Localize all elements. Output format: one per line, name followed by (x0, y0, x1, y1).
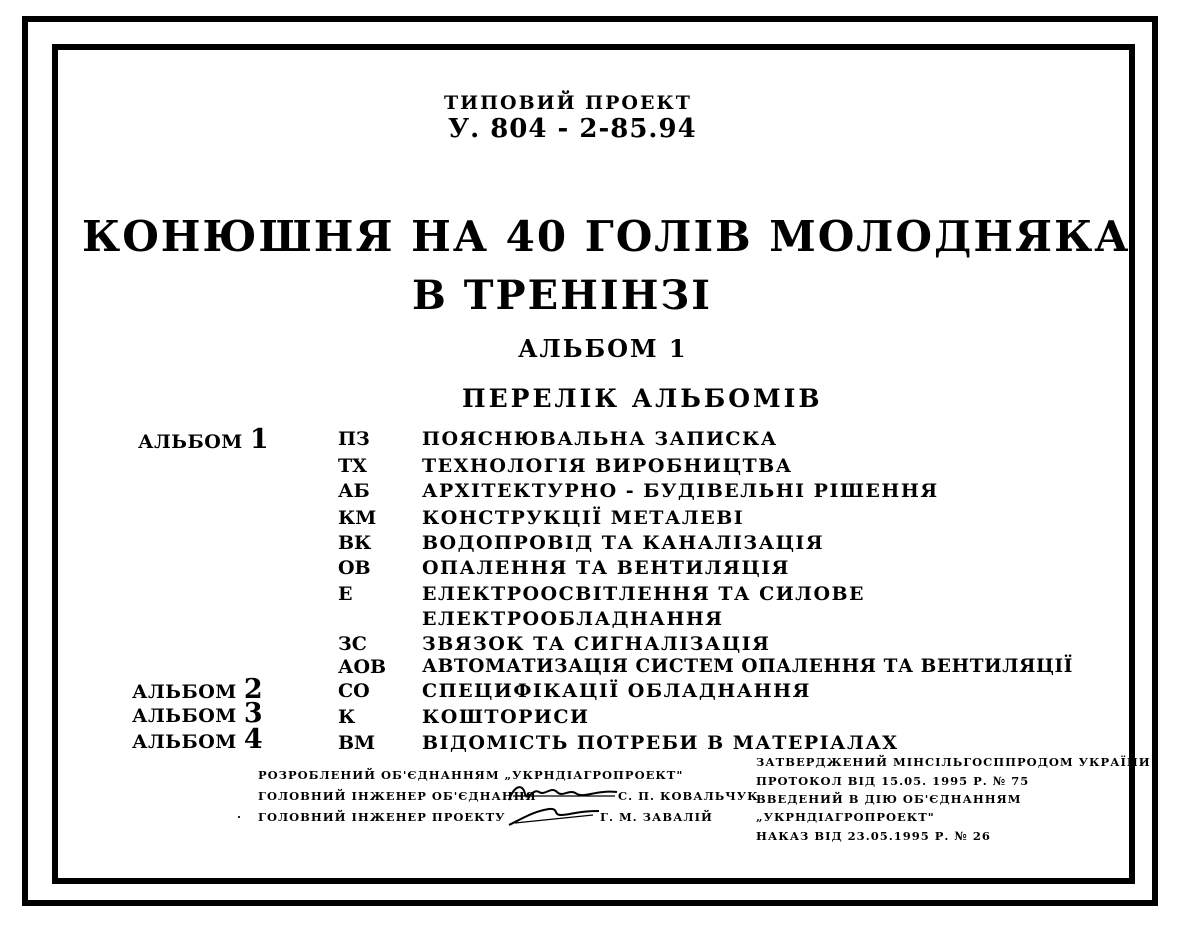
album-number: 2 (243, 674, 264, 705)
signature-zavaliy (505, 803, 605, 829)
album-label-text: АЛЬБОМ (138, 431, 243, 453)
section-code: АОВ (338, 656, 387, 678)
section-name: ВОДОПРОВІД ТА КАНАЛІЗАЦІЯ (422, 532, 825, 554)
section-name: ЕЛЕКТРООБЛАДНАННЯ (422, 608, 724, 630)
album-heading: АЛЬБОМ 1 (518, 334, 688, 363)
section-code: КМ (338, 507, 377, 529)
section-code: СО (338, 680, 370, 702)
section-name: ЗВЯЗОК ТА СИГНАЛІЗАЦІЯ (422, 633, 771, 655)
album-number: 3 (243, 698, 264, 729)
chief-engineer-association-name: С. П. КОВАЛЬЧУК (618, 789, 759, 803)
section-name: СПЕЦИФІКАЦІЇ ОБЛАДНАННЯ (422, 680, 811, 702)
section-code: ПЗ (338, 428, 370, 450)
project-code: У. 804 - 2-85.94 (448, 114, 697, 144)
chief-engineer-association-title: ГОЛОВНИЙ ІНЖЕНЕР ОБ'ЄДНАННЯ (258, 789, 537, 803)
project-label: ТИПОВИЙ ПРОЕКТ (444, 92, 692, 114)
bullet-dot: · (237, 810, 243, 824)
album-number: 1 (249, 424, 270, 455)
section-name: АВТОМАТИЗАЦІЯ СИСТЕМ ОПАЛЕННЯ ТА ВЕНТИЛЯЦІЇ (422, 656, 1074, 677)
section-name: ВІДОМІСТЬ ПОТРЕБИ В МАТЕРІАЛАХ (422, 732, 899, 754)
approval-line-1: ЗАТВЕРДЖЕНИЙ МІНСІЛЬГОСППРОДОМ УКРАЇНИ (756, 755, 1151, 769)
title-line-1: КОНЮШНЯ НА 40 ГОЛІВ МОЛОДНЯКА (82, 212, 1131, 261)
section-code: ЗС (338, 633, 367, 655)
section-code: ВМ (338, 732, 376, 754)
section-code: ВК (338, 532, 372, 554)
section-name: ПОЯСНЮВАЛЬНА ЗАПИСКА (422, 428, 778, 450)
section-name: ТЕХНОЛОГІЯ ВИРОБНИЦТВА (422, 455, 793, 477)
approval-line-5: НАКАЗ ВІД 23.05.1995 Р. № 26 (756, 829, 991, 843)
album-label-4 (132, 724, 263, 755)
approval-line-4: „УКРНДІАГРОПРОЕКТ" (756, 810, 935, 824)
title-line-2: В ТРЕНІНЗІ (412, 272, 712, 319)
section-code: ОВ (338, 557, 371, 579)
album-label-text: АЛЬБОМ (132, 681, 237, 703)
album-label-text: АЛЬБОМ (132, 705, 237, 727)
developed-by: РОЗРОБЛЕНИЙ ОБ'ЄДНАННЯМ „УКРНДІАГРОПРОЕКТ" (258, 768, 684, 782)
album-list-heading: ПЕРЕЛІК АЛЬБОМІВ (462, 384, 823, 413)
section-name: АРХІТЕКТУРНО - БУДІВЕЛЬНІ РІШЕННЯ (422, 480, 939, 502)
album-number: 4 (243, 724, 264, 755)
album-label-1 (138, 424, 269, 455)
approval-line-3: ВВЕДЕНИЙ В ДІЮ ОБ'ЄДНАННЯМ (756, 792, 1022, 806)
section-name: КОНСТРУКЦІЇ МЕТАЛЕВІ (422, 507, 745, 529)
album-label-text: АЛЬБОМ (132, 731, 237, 753)
section-code: АБ (338, 480, 370, 502)
section-code: Е (338, 583, 353, 605)
section-code: ТХ (338, 455, 367, 477)
chief-engineer-project-title: ГОЛОВНИЙ ІНЖЕНЕР ПРОЕКТУ (258, 810, 506, 824)
approval-line-2: ПРОТОКОЛ ВІД 15.05. 1995 Р. № 75 (756, 774, 1030, 788)
section-name: ОПАЛЕННЯ ТА ВЕНТИЛЯЦІЯ (422, 557, 790, 579)
chief-engineer-project-name: Г. М. ЗАВАЛІЙ (600, 810, 713, 824)
section-name: КОШТОРИСИ (422, 706, 590, 728)
section-code: К (338, 706, 356, 728)
section-name: ЕЛЕКТРООСВІТЛЕННЯ ТА СИЛОВЕ (422, 583, 866, 605)
